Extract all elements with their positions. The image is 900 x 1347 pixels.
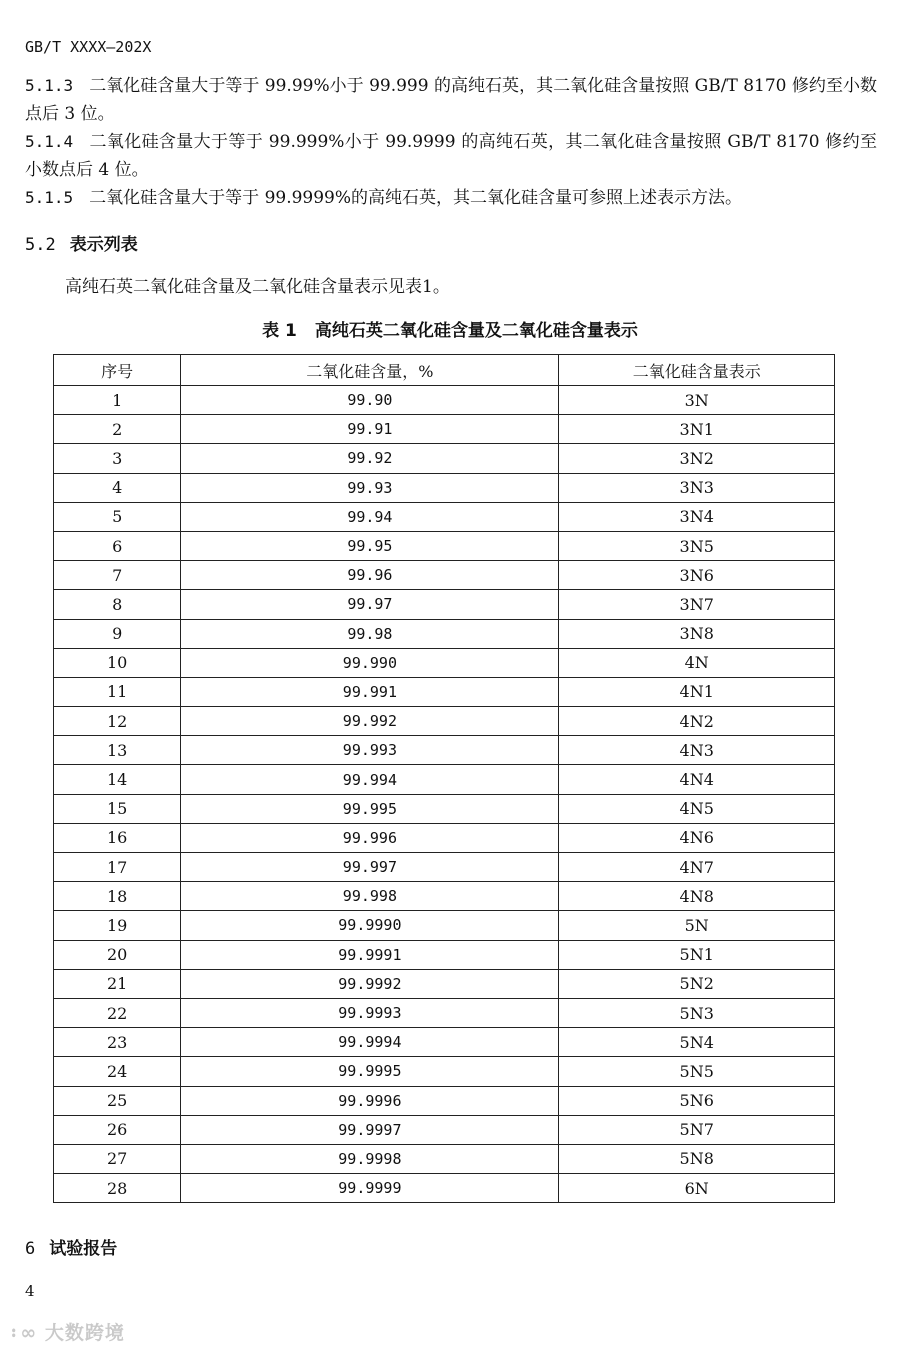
- table-row: [54, 1174, 835, 1203]
- table-row: [54, 736, 835, 765]
- header-silica-content: 二氧化硅含量，%: [181, 355, 559, 386]
- cell-silica-content: 99.9999: [181, 1174, 559, 1203]
- cell-content-notation: 4N3: [559, 736, 835, 765]
- cell-content-notation: 5N5: [559, 1057, 835, 1086]
- watermark-icon: ᛬∞: [8, 1322, 38, 1344]
- cell-content-notation: 5N1: [559, 940, 835, 969]
- cell-content-notation: 3N3: [559, 473, 835, 502]
- cell-silica-content: 99.9991: [181, 940, 559, 969]
- table-row: [54, 1086, 835, 1115]
- cell-silica-content: 99.994: [181, 765, 559, 794]
- cell-serial: 5: [54, 502, 181, 531]
- table-row: [54, 765, 835, 794]
- cell-content-notation: 3N8: [559, 619, 835, 648]
- table-row: [54, 707, 835, 736]
- cell-serial: 22: [54, 998, 181, 1027]
- header-content-notation: 二氧化硅含量表示: [559, 355, 835, 386]
- cell-serial: 20: [54, 940, 181, 969]
- cell-silica-content: 99.9997: [181, 1115, 559, 1144]
- table-row: [54, 473, 835, 502]
- cell-serial: 24: [54, 1057, 181, 1086]
- table-row: [54, 853, 835, 882]
- cell-silica-content: 99.993: [181, 736, 559, 765]
- cell-silica-content: 99.991: [181, 677, 559, 706]
- table-row: [54, 648, 835, 677]
- cell-silica-content: 99.95: [181, 531, 559, 560]
- cell-silica-content: 99.96: [181, 561, 559, 590]
- cell-silica-content: 99.9993: [181, 998, 559, 1027]
- cell-serial: 16: [54, 823, 181, 852]
- section-number: 5.2: [25, 235, 56, 255]
- cell-silica-content: 99.997: [181, 853, 559, 882]
- cell-content-notation: 5N4: [559, 1028, 835, 1057]
- cell-serial: 2: [54, 415, 181, 444]
- cell-content-notation: 5N2: [559, 969, 835, 998]
- cell-content-notation: 4N4: [559, 765, 835, 794]
- cell-serial: 11: [54, 677, 181, 706]
- cell-silica-content: 99.992: [181, 707, 559, 736]
- table-caption-text: 高纯石英二氧化硅含量及二氧化硅含量表示: [314, 321, 638, 341]
- cell-silica-content: 99.9995: [181, 1057, 559, 1086]
- table-row: [54, 794, 835, 823]
- cell-serial: 6: [54, 531, 181, 560]
- section-heading-6: [25, 1234, 117, 1259]
- table-row: [54, 1115, 835, 1144]
- table-header-row: [54, 355, 835, 386]
- clause-5-1-5: [25, 184, 877, 212]
- cell-content-notation: 4N5: [559, 794, 835, 823]
- clause-text: 二氧化硅含量大于等于 99.999%小于 99.9999 的高纯石英，其二氧化硅含量按照 GB/T 8170 修约至小数点后 4 位。: [25, 132, 877, 180]
- table-row: [54, 590, 835, 619]
- cell-content-notation: 3N4: [559, 502, 835, 531]
- silica-content-table: [53, 354, 835, 1203]
- watermark-text: 大数跨境: [44, 1322, 125, 1344]
- clause-text: 二氧化硅含量大于等于 99.99%小于 99.999 的高纯石英，其二氧化硅含量按照 GB/T 8170 修约至小数点后 3 位。: [25, 76, 877, 124]
- watermark-logo: [8, 1318, 125, 1345]
- clause-5-1-4: [25, 128, 877, 184]
- cell-content-notation: 4N2: [559, 707, 835, 736]
- cell-silica-content: 99.97: [181, 590, 559, 619]
- section-title: 表示列表: [69, 235, 138, 255]
- table-row: [54, 998, 835, 1027]
- cell-serial: 18: [54, 882, 181, 911]
- table-row: [54, 1028, 835, 1057]
- document-code: GB/T XXXX—202X: [25, 38, 152, 56]
- table-row: [54, 823, 835, 852]
- cell-serial: 12: [54, 707, 181, 736]
- cell-silica-content: 99.990: [181, 648, 559, 677]
- table-row: [54, 940, 835, 969]
- cell-content-notation: 4N1: [559, 677, 835, 706]
- cell-serial: 4: [54, 473, 181, 502]
- cell-serial: 1: [54, 386, 181, 415]
- cell-content-notation: 5N6: [559, 1086, 835, 1115]
- intro-paragraph: 高纯石英二氧化硅含量及二氧化硅含量表示见表1。: [65, 277, 450, 297]
- cell-content-notation: 5N3: [559, 998, 835, 1027]
- cell-content-notation: 4N7: [559, 853, 835, 882]
- cell-silica-content: 99.9990: [181, 911, 559, 940]
- cell-content-notation: 5N8: [559, 1144, 835, 1173]
- clause-number: 5.1.4: [25, 132, 74, 151]
- clause-5-1-3: [25, 72, 877, 128]
- cell-silica-content: 99.995: [181, 794, 559, 823]
- cell-serial: 14: [54, 765, 181, 794]
- cell-serial: 17: [54, 853, 181, 882]
- cell-silica-content: 99.9994: [181, 1028, 559, 1057]
- cell-content-notation: 4N6: [559, 823, 835, 852]
- cell-silica-content: 99.92: [181, 444, 559, 473]
- table-row: [54, 386, 835, 415]
- table-row: [54, 415, 835, 444]
- cell-content-notation: 4N8: [559, 882, 835, 911]
- cell-serial: 19: [54, 911, 181, 940]
- cell-serial: 9: [54, 619, 181, 648]
- cell-silica-content: 99.9998: [181, 1144, 559, 1173]
- cell-content-notation: 3N6: [559, 561, 835, 590]
- header-serial: 序号: [54, 355, 181, 386]
- table-row: [54, 882, 835, 911]
- cell-serial: 7: [54, 561, 181, 590]
- cell-silica-content: 99.9996: [181, 1086, 559, 1115]
- cell-serial: 21: [54, 969, 181, 998]
- cell-content-notation: 6N: [559, 1174, 835, 1203]
- cell-silica-content: 99.9992: [181, 969, 559, 998]
- table-row: [54, 677, 835, 706]
- table-row: [54, 969, 835, 998]
- section-title: 试验报告: [49, 1239, 118, 1259]
- clause-text: 二氧化硅含量大于等于 99.9999%的高纯石英，其二氧化硅含量可参照上述表示方法。: [89, 188, 743, 208]
- cell-silica-content: 99.94: [181, 502, 559, 531]
- cell-content-notation: 5N7: [559, 1115, 835, 1144]
- cell-content-notation: 4N: [559, 648, 835, 677]
- cell-content-notation: 3N5: [559, 531, 835, 560]
- cell-serial: 26: [54, 1115, 181, 1144]
- cell-silica-content: 99.90: [181, 386, 559, 415]
- cell-content-notation: 3N1: [559, 415, 835, 444]
- cell-content-notation: 5N: [559, 911, 835, 940]
- table-row: [54, 502, 835, 531]
- table-row: [54, 619, 835, 648]
- cell-serial: 13: [54, 736, 181, 765]
- section-number: 6: [25, 1239, 36, 1259]
- cell-serial: 10: [54, 648, 181, 677]
- table-body: [54, 386, 835, 1203]
- cell-serial: 3: [54, 444, 181, 473]
- cell-serial: 27: [54, 1144, 181, 1173]
- table-row: [54, 1057, 835, 1086]
- table-row: [54, 531, 835, 560]
- table-caption: [0, 316, 900, 341]
- cell-serial: 25: [54, 1086, 181, 1115]
- clause-number: 5.1.3: [25, 76, 74, 95]
- cell-content-notation: 3N: [559, 386, 835, 415]
- cell-content-notation: 3N7: [559, 590, 835, 619]
- cell-serial: 28: [54, 1174, 181, 1203]
- section-heading-5-2: [25, 230, 138, 255]
- cell-content-notation: 3N2: [559, 444, 835, 473]
- cell-silica-content: 99.996: [181, 823, 559, 852]
- clause-number: 5.1.5: [25, 188, 74, 207]
- cell-silica-content: 99.93: [181, 473, 559, 502]
- cell-serial: 8: [54, 590, 181, 619]
- table-row: [54, 561, 835, 590]
- table-caption-number: 表 1: [262, 321, 297, 341]
- table-row: [54, 911, 835, 940]
- cell-silica-content: 99.91: [181, 415, 559, 444]
- cell-silica-content: 99.98: [181, 619, 559, 648]
- cell-serial: 23: [54, 1028, 181, 1057]
- cell-silica-content: 99.998: [181, 882, 559, 911]
- page-number: 4: [25, 1282, 35, 1300]
- table-row: [54, 444, 835, 473]
- table-row: [54, 1144, 835, 1173]
- cell-serial: 15: [54, 794, 181, 823]
